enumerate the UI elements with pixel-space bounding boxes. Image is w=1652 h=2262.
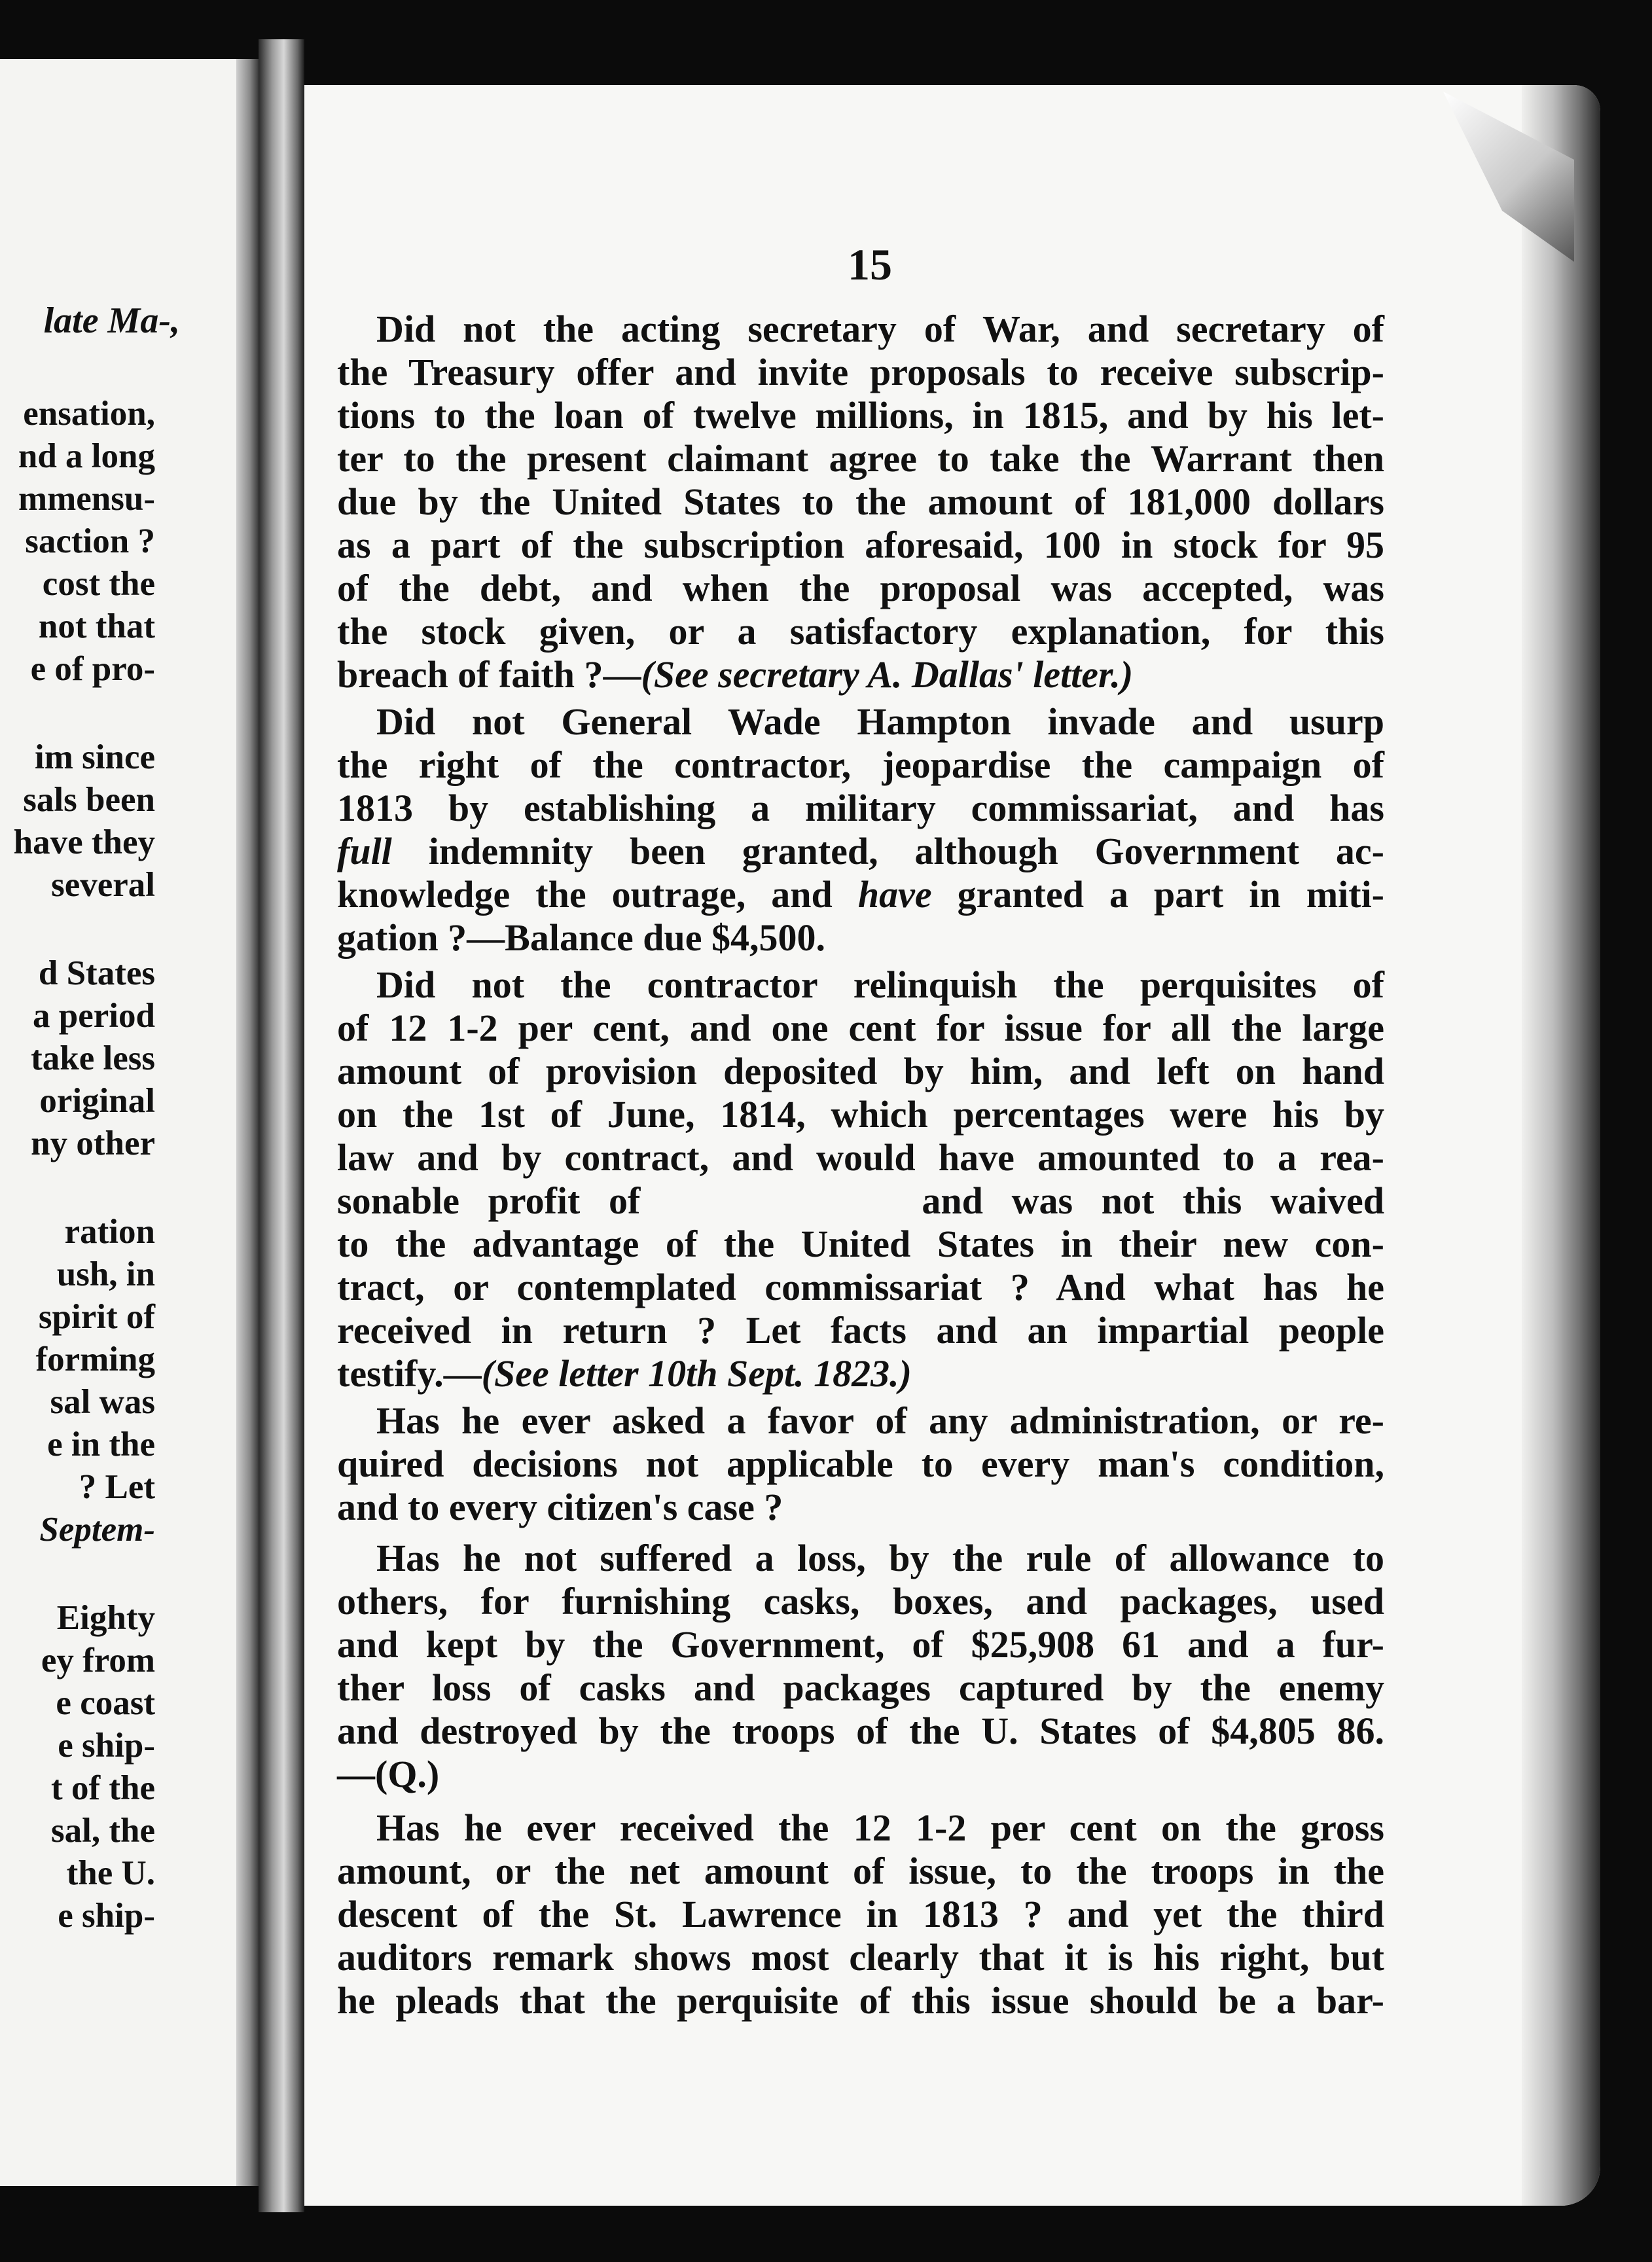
left-text-line: Septem- xyxy=(39,1511,155,1549)
text-line: on the 1st of June, 1814, which percentages were his by xyxy=(337,1093,1384,1136)
text-line: Has he not suffered a loss, by the rule of allowance to xyxy=(376,1537,1384,1579)
text-line xyxy=(337,1179,1384,1223)
right-page xyxy=(304,85,1600,2206)
text-line: quired decisions not applicable to every man's condition, xyxy=(337,1443,1384,1485)
text-line: tions to the loan of twelve millions, in 1815, and by his let- xyxy=(337,394,1384,437)
text-line: ter to the present claimant agree to take the Warrant then xyxy=(337,437,1384,480)
left-text-line: the U. xyxy=(66,1854,155,1892)
left-text-line: have they xyxy=(13,823,155,861)
text-line: as a part of the subscription aforesaid, 100 in stock for 95 xyxy=(337,524,1384,566)
left-text-line: e of pro- xyxy=(30,650,155,688)
text-line: tract, or contemplated commissariat ? And what has he xyxy=(337,1266,1384,1308)
text-line: 1813 by establishing a military commissariat, and has xyxy=(337,787,1384,829)
text-line: Did not General Wade Hampton invade and usurp xyxy=(376,700,1384,743)
left-text-line: ey from xyxy=(41,1642,155,1679)
text-line: he pleads that the perquisite of this issue should be a bar- xyxy=(337,1979,1384,2022)
left-text-line: e coast xyxy=(56,1684,155,1722)
book-binding xyxy=(259,39,304,2212)
text-run: and was not this waived xyxy=(922,1179,1384,1222)
text-run: granted a part in miti- xyxy=(931,873,1384,916)
text-line: descent of the St. Lawrence in 1813 ? and yet the third xyxy=(337,1893,1384,1935)
left-text-line: ensation, xyxy=(23,395,155,433)
left-text-line: ny other xyxy=(31,1124,155,1162)
text-line xyxy=(337,1352,1384,1395)
emphasis: have xyxy=(857,873,932,916)
text-line: of 12 1-2 per cent, and one cent for issue for all the large xyxy=(337,1007,1384,1049)
text-line: and to every citizen's case ? xyxy=(337,1486,783,1528)
page-number: 15 xyxy=(848,240,892,289)
left-running-header: late Ma-, xyxy=(43,300,180,341)
left-text-line: sal was xyxy=(50,1383,155,1421)
left-text-line: e ship- xyxy=(58,1727,155,1765)
text-line: —(Q.) xyxy=(337,1753,440,1795)
left-text-line: d States xyxy=(38,954,155,992)
left-text-line: Eighty xyxy=(56,1599,155,1637)
left-text-line: spirit of xyxy=(38,1298,155,1336)
text-line: Did not the contractor relinquish the perquisites of xyxy=(376,963,1384,1006)
text-line: amount, or the net amount of issue, to the troops in the xyxy=(337,1850,1384,1892)
text-line: amount of provision deposited by him, and left on hand xyxy=(337,1050,1384,1092)
text-line: law and by contract, and would have amounted to a rea- xyxy=(337,1136,1384,1179)
left-text-line: forming xyxy=(35,1340,155,1378)
citation: (See secretary A. Dallas' letter.) xyxy=(641,653,1134,696)
left-text-line: nd a long xyxy=(18,437,155,475)
left-text-line: e in the xyxy=(47,1426,155,1463)
text-line xyxy=(337,873,1384,916)
left-text-line: im since xyxy=(35,738,155,776)
text-line: the right of the contractor, jeopardise the campaign of xyxy=(337,744,1384,786)
left-text-line: take less xyxy=(31,1039,155,1077)
text-line: to the advantage of the United States in their new con- xyxy=(337,1223,1384,1265)
left-text-line: ration xyxy=(64,1213,155,1251)
text-run: breach of faith ?— xyxy=(337,653,641,696)
text-run: indemnity been granted, although Government ac- xyxy=(391,830,1384,872)
text-line: due by the United States to the amount of 181,000 dollars xyxy=(337,480,1384,523)
left-text-line: ush, in xyxy=(56,1255,155,1293)
left-text-line: e ship- xyxy=(58,1897,155,1935)
text-line: Did not the acting secretary of War, and secretary of xyxy=(376,308,1384,350)
emphasis: full xyxy=(337,830,392,872)
left-text-line: not that xyxy=(38,607,155,645)
text-line: and kept by the Government, of $25,908 61 and a fur- xyxy=(337,1623,1384,1666)
text-line: Has he ever asked a favor of any administration, or re- xyxy=(376,1399,1384,1442)
text-run: sonable profit of xyxy=(337,1179,641,1222)
left-text-line: ? Let xyxy=(79,1468,155,1506)
left-facing-page xyxy=(0,59,259,2186)
left-text-line: t of the xyxy=(51,1769,155,1807)
left-page-gutter xyxy=(236,59,259,2186)
left-text-line: sal, the xyxy=(51,1812,155,1850)
text-line: and destroyed by the troops of the U. States of $4,805 86. xyxy=(337,1710,1384,1752)
text-run: testify.— xyxy=(337,1352,482,1395)
text-line: the stock given, or a satisfactory explanation, for this xyxy=(337,610,1384,653)
text-line xyxy=(337,830,1384,873)
left-text-line: cost the xyxy=(42,565,155,603)
left-text-line: saction ? xyxy=(25,522,155,560)
text-line: the Treasury offer and invite proposals to receive subscrip- xyxy=(337,351,1384,393)
left-text-line: sals been xyxy=(23,781,155,819)
text-line: of the debt, and when the proposal was accepted, was xyxy=(337,567,1384,609)
page-edge-shadow xyxy=(1522,85,1600,2206)
text-run: knowledge the outrage, and xyxy=(337,873,858,916)
left-text-line: mmensu- xyxy=(18,480,155,518)
text-line xyxy=(337,653,1384,696)
left-text-line: original xyxy=(39,1082,155,1120)
text-line: gation ?—Balance due $4,500. xyxy=(337,916,825,959)
text-line: others, for furnishing casks, boxes, and packages, used xyxy=(337,1580,1384,1623)
text-line: received in return ? Let facts and an impartial people xyxy=(337,1309,1384,1352)
left-text-line: several xyxy=(51,866,155,904)
left-text-line: a period xyxy=(33,997,155,1035)
text-line: Has he ever received the 12 1-2 per cent on the gross xyxy=(376,1806,1384,1849)
citation: (See letter 10th Sept. 1823.) xyxy=(481,1352,912,1395)
text-line: ther loss of casks and packages captured by the enemy xyxy=(337,1666,1384,1709)
text-line: auditors remark shows most clearly that it is his right, but xyxy=(337,1936,1384,1979)
